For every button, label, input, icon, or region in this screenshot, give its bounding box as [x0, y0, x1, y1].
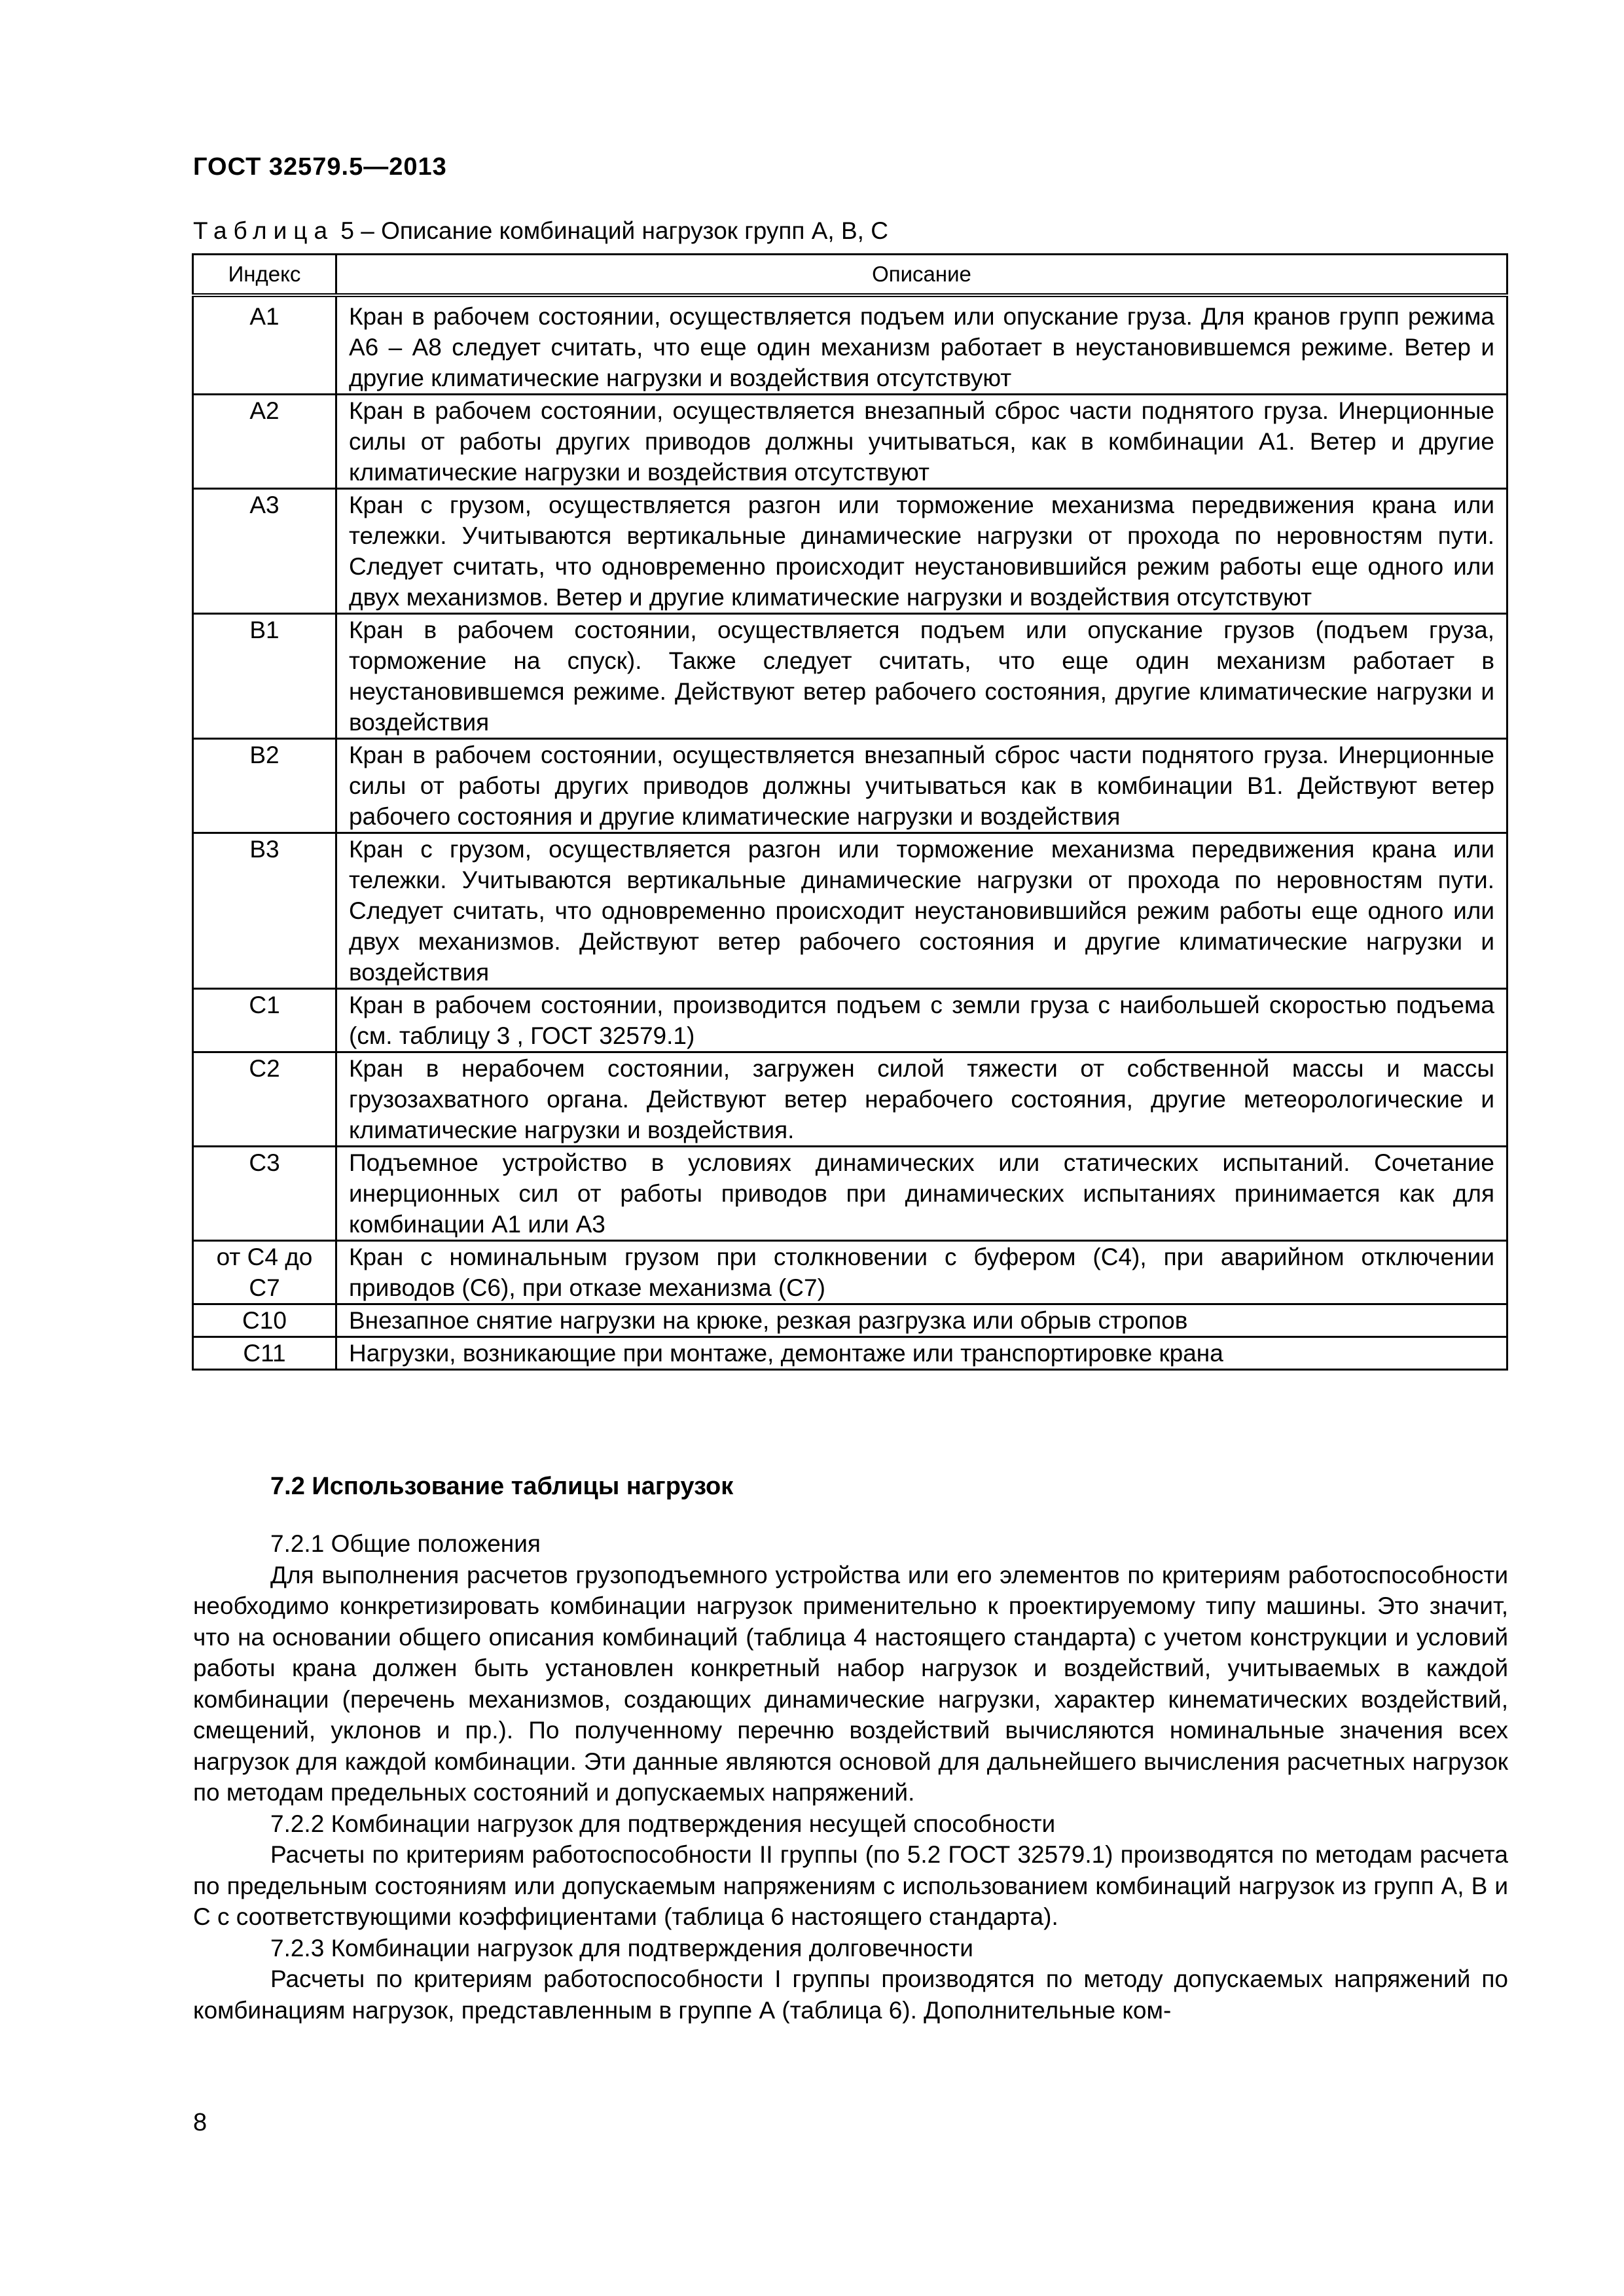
paragraph: Расчеты по критериям работоспособности I группы производятся по методу допускаемых напряжений по комбинациям нагрузок, представленным в группе А (таблица 6). Дополнительные ком- — [193, 1965, 1508, 2024]
table-caption — [193, 217, 888, 245]
row-index: С1 — [193, 989, 336, 1052]
row-index: С3 — [193, 1147, 336, 1241]
row-description: Кран с грузом, осуществляется разгон или торможение механизма передвижения крана или тележки. Учитываются вертикальные динамические нагрузки от прохода по неровностям пути. Следует считать, что одновременно происходит неустановившийся режим работы еще одного или двух механизмов. Действуют ветер рабочего состояния и другие климатические нагрузки и воздействия — [336, 833, 1507, 989]
table-row — [193, 614, 1507, 739]
row-description: Кран в нерабочем состоянии, загружен силой тяжести от собственной массы и массы грузозахватного органа. Действуют ветер нерабочего состояния, другие метеорологические и климатические нагрузки и воздействия. — [336, 1052, 1507, 1147]
section-title: 7.2 Использование таблицы нагрузок — [270, 1473, 734, 1500]
row-description: Нагрузки, возникающие при монтаже, демонтаже или транспортировке крана — [336, 1337, 1507, 1370]
row-index: В1 — [193, 614, 336, 739]
row-description: Кран в рабочем состоянии, производится подъем с земли груза с наибольшей скоростью подъема (см. таблицу 3 , ГОСТ 32579.1) — [336, 989, 1507, 1052]
row-description: Кран в рабочем состоянии, осуществляется подъем или опускание груза. Для кранов групп режима А6 – А8 следует считать, что еще один механизм работает в неустановившемся режиме. Ветер и другие климатические нагрузки и воздействия отсутствуют — [336, 295, 1507, 395]
table-row — [193, 989, 1507, 1052]
row-index: от С4 до С7 — [193, 1241, 336, 1304]
page-number: 8 — [193, 2109, 208, 2136]
subsection-heading: 7.2.2 Комбинации нагрузок для подтверждения несущей способности — [270, 1810, 1056, 1837]
row-index: А1 — [193, 295, 336, 395]
row-description: Кран с грузом, осуществляется разгон или торможение механизма передвижения крана или тележки. Учитываются вертикальные динамические нагрузки от прохода по неровностям пути. Следует считать, что одновременно происходит неустановившийся режим работы еще одного или двух механизмов. Ветер и другие климатические нагрузки и воздействия отсутствуют — [336, 489, 1507, 614]
row-index: В2 — [193, 739, 336, 833]
table-row — [193, 739, 1507, 833]
row-index: С11 — [193, 1337, 336, 1370]
row-description: Внезапное снятие нагрузки на крюке, резкая разгрузка или обрыв стропов — [336, 1304, 1507, 1337]
row-description: Кран в рабочем состоянии, осуществляется подъем или опускание грузов (подъем груза, торможение на спуск). Также следует считать, что еще один механизм работает в неустановившемся режиме. Действуют ветер рабочего состояния, другие климатические нагрузки и воздействия — [336, 614, 1507, 739]
table-row — [193, 1052, 1507, 1147]
paragraph: Расчеты по критериям работоспособности II группы (по 5.2 ГОСТ 32579.1) производятся по методам расчета по предельным состояниям или допускаемым напряжениям с использованием комбинаций нагрузок из групп А, В и С с соответствующими коэффициентами (таблица 6 настоящего стандарта). — [193, 1841, 1508, 1930]
table-row — [193, 489, 1507, 614]
subsection-heading: 7.2.3 Комбинации нагрузок для подтверждения долговечности — [270, 1934, 973, 1962]
table-row — [193, 395, 1507, 489]
row-description: Кран с номинальным грузом при столкновении с буфером (С4), при аварийном отключении приводов (С6), при отказе механизма (С7) — [336, 1241, 1507, 1304]
table-header-row — [193, 255, 1507, 296]
load-combinations-table — [192, 253, 1508, 1371]
subsection-heading: 7.2.1 Общие положения — [270, 1530, 541, 1557]
table-caption-text: 5 – Описание комбинаций нагрузок групп А, В, С — [340, 217, 888, 244]
column-header-index: Индекс — [193, 255, 336, 296]
section-body — [193, 1528, 1508, 2026]
column-header-description: Описание — [336, 255, 1507, 296]
table-row — [193, 1241, 1507, 1304]
table-row — [193, 295, 1507, 395]
document-header: ГОСТ 32579.5—2013 — [193, 153, 447, 181]
row-index: В3 — [193, 833, 336, 989]
row-index: С2 — [193, 1052, 336, 1147]
table-row — [193, 1304, 1507, 1337]
row-index: С10 — [193, 1304, 336, 1337]
row-description: Кран в рабочем состоянии, осуществляется внезапный сброс части поднятого груза. Инерционные силы от работы других приводов должны учитываться, как в комбинации А1. Ветер и другие климатические нагрузки и воздействия отсутствуют — [336, 395, 1507, 489]
table-row — [193, 833, 1507, 989]
table-row — [193, 1147, 1507, 1241]
table-caption-word: Таблица — [193, 217, 334, 244]
paragraph: Для выполнения расчетов грузоподъемного устройства или его элементов по критериям работоспособности необходимо конкретизировать комбинации нагрузок применительно к проектируемому типу машины. Это значит, что на основании общего описания комбинаций (таблица 4 настоящего стандарта) с учетом конструкции и условий работы крана должен быть установлен конкретный набор нагрузок и воздействий, учитываемых в каждой комбинации (перечень механизмов, создающих динамические нагрузки, характер кинематических воздействий, смещений, уклонов и пр.). По полученному перечню воздействий вычисляются номинальные значения всех нагрузок для каждой комбинации. Эти данные являются основой для дальнейшего вычисления расчетных нагрузок по методам предельных состояний и допускаемых напряжений. — [193, 1561, 1508, 1806]
row-description: Подъемное устройство в условиях динамических или статических испытаний. Сочетание инерционных сил от работы приводов при динамических испытаниях принимается как для комбинации А1 или А3 — [336, 1147, 1507, 1241]
row-index: А2 — [193, 395, 336, 489]
table-row — [193, 1337, 1507, 1370]
row-description: Кран в рабочем состоянии, осуществляется внезапный сброс части поднятого груза. Инерционные силы от работы других приводов должны учитываться как в комбинации В1. Действуют ветер рабочего состояния и другие климатические нагрузки и воздействия — [336, 739, 1507, 833]
row-index: А3 — [193, 489, 336, 614]
